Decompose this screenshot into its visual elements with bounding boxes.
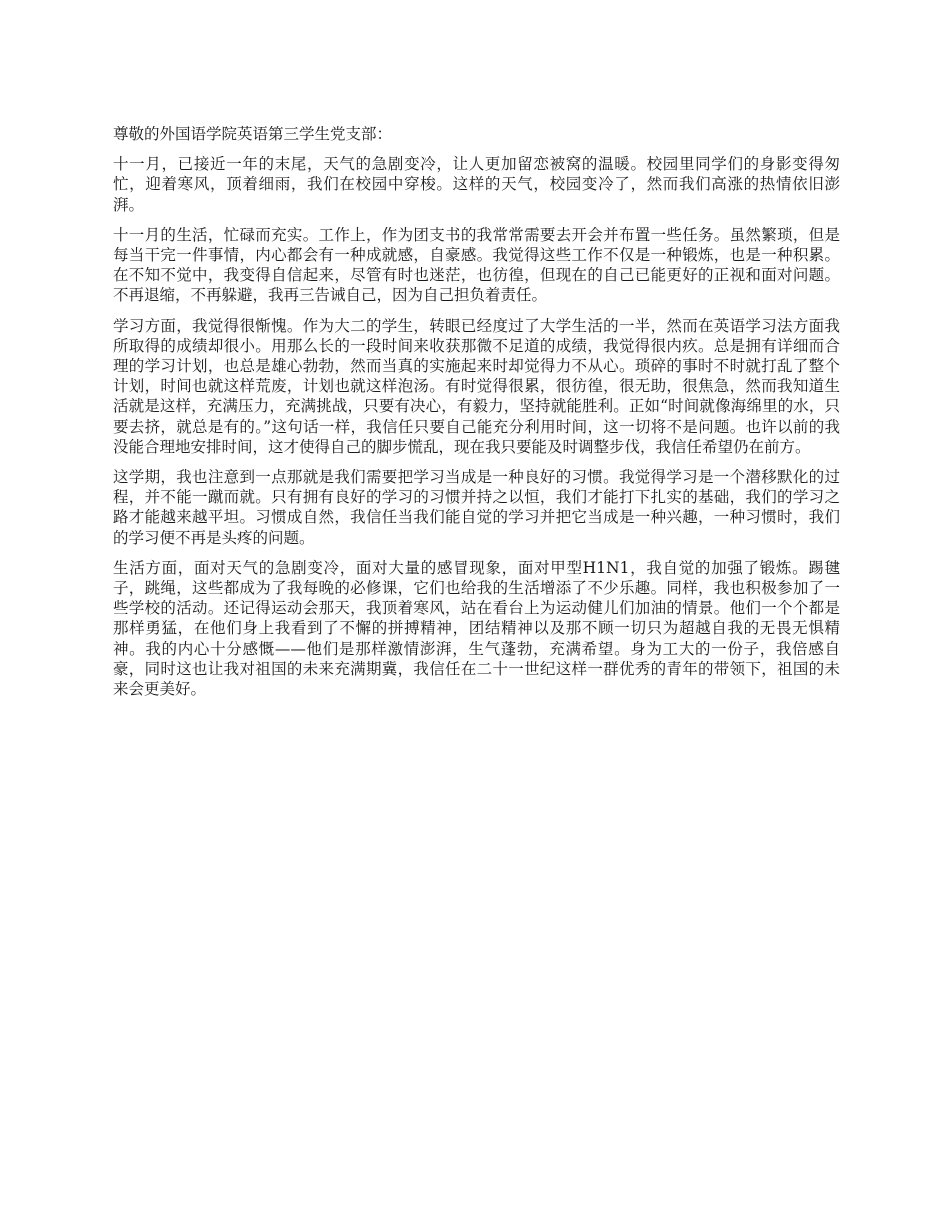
paragraph: 十一月，已接近一年的末尾，天气的急剧变冷，让人更加留恋被窝的温暖。校园里同学们的身影变得匆忙，迎着寒风，顶着细雨，我们在校园中穿梭。这样的天气，校园变冷了，然而我们高涨的热情依旧澎湃。 — [113, 155, 840, 214]
paragraph: 生活方面，面对天气的急剧变冷，面对大量的感冒现象，面对甲型H1N1，我自觉的加强了锻炼。踢毽子，跳绳，这些都成为了我每晚的必修课，它们也给我的生活增添了不少乐趣。同样，我也积极参加了一些学校的活动。还记得运动会那天，我顶着寒风，站在看台上为运动健儿们加油的情景。他们一个个都是那样勇猛，在他们身上我看到了不懈的拼搏精神，团结精神以及那不顾一切只为超越自我的无畏无惧精神。我的内心十分感慨——他们是那样激情澎湃，生气蓬勃，充满希望。身为工大的一份子，我倍感自豪，同时这也让我对祖国的未来充满期冀，我信任在二十一世纪这样一群优秀的青年的带领下，祖国的未来会更美好。 — [113, 558, 840, 699]
salutation: 尊敬的外国语学院英语第三学生党支部： — [113, 125, 393, 143]
paragraph: 十一月的生活，忙碌而充实。工作上，作为团支书的我常常需要去开会并布置一些任务。虽然繁琐，但是每当干完一件事情，内心都会有一种成就感，自豪感。我觉得这些工作不仅是一种锻炼，也是一种积累。在不知不觉中，我变得自信起来，尽管有时也迷茫，也彷徨，但现在的自己已能更好的正视和面对问题。不再退缩，不再躲避，我再三告诫自己，因为自己担负着责任。 — [113, 225, 840, 305]
paragraph: 学习方面，我觉得很惭愧。作为大二的学生，转眼已经度过了大学生活的一半，然而在英语学习法方面我所取得的成绩却很小。用那么长的一段时间来收获那微不足道的成绩，我觉得很内疚。总是拥有详细而合理的学习计划，也总是雄心勃勃，然而当真的实施起来时却觉得力不从心。琐碎的事时不时就打乱了整个计划，时间也就这样荒废，计划也就这样泡汤。有时觉得很累，很彷徨，很无助，很焦急，然而我知道生活就是这样，充满压力，充满挑战，只要有决心，有毅力，坚持就能胜利。正如“时间就像海绵里的水，只要去挤，就总是有的。”这句话一样，我信任只要自己能充分利用时间，这一切将不是问题。也许以前的我没能合理地安排时间，这才使得自己的脚步慌乱，现在我只要能及时调整步伐，我信任希望仍在前方。 — [113, 316, 840, 456]
paragraph: 这学期，我也注意到一点那就是我们需要把学习当成是一种良好的习惯。我觉得学习是一个潜移默化的过程，并不能一蹴而就。只有拥有良好的学习的习惯并持之以恒，我们才能打下扎实的基础，我们的学习之路才能越来越平坦。习惯成自然，我信任当我们能自觉的学习并把它当成是一种兴趣，一种习惯时，我们的学习便不再是头疼的问题。 — [113, 468, 840, 547]
letter-body — [113, 124, 840, 709]
